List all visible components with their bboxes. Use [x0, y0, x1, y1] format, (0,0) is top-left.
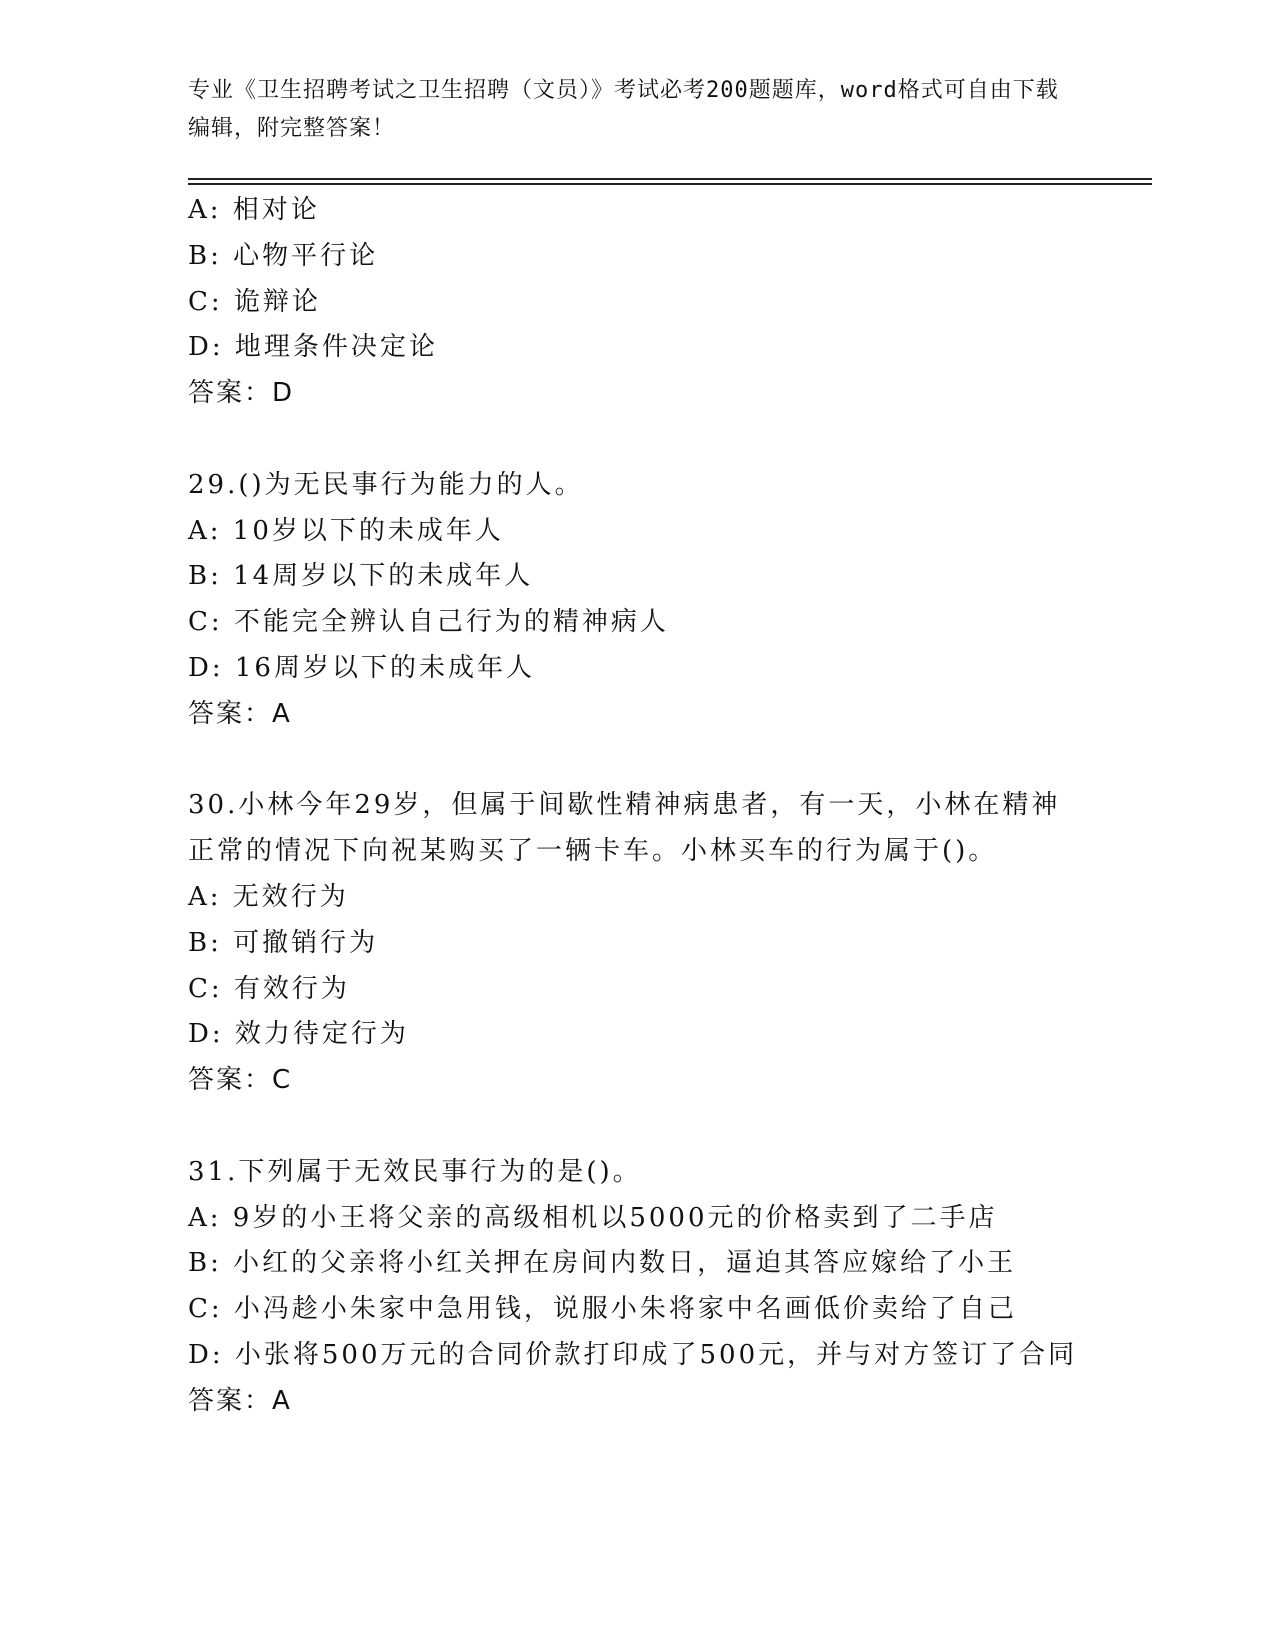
question-stem-line-2: 正常的情况下向祝某购买了一辆卡车。小林买车的行为属于()。: [188, 836, 998, 867]
question-block-29: [188, 463, 1138, 738]
document-header: 专业《卫生招聘考试之卫生招聘（文员）》考试必考200题题库，word格式可自由下载编辑，附完整答案！: [188, 78, 1059, 141]
option-b: B: 14周岁以下的未成年人: [188, 561, 534, 592]
question-block-28: [188, 188, 1138, 417]
question-stem-line-1: 30.小林今年29岁，但属于间歇性精神病患者，有一天，小林在精神: [188, 790, 1061, 821]
option-a: A: 无效行为: [188, 881, 349, 912]
option-d: D: 效力待定行为: [188, 1019, 409, 1050]
spacer: [188, 417, 1138, 463]
question-stem: 31.下列属于无效民事行为的是()。: [188, 1156, 642, 1187]
option-a: A: 10岁以下的未成年人: [188, 515, 504, 546]
option-b: B: 小红的父亲将小红关押在房间内数日，逼迫其答应嫁给了小王: [188, 1248, 1017, 1279]
answer-label: 答案：C: [188, 1065, 293, 1096]
question-stem: 29.()为无民事行为能力的人。: [188, 469, 584, 500]
answer-label: 答案：A: [188, 1385, 292, 1416]
option-b: B: 可撤销行为: [188, 927, 379, 958]
question-block-31: [188, 1150, 1138, 1425]
option-c: C: 诡辩论: [188, 286, 321, 317]
option-c: C: 小冯趁小朱家中急用钱，说服小朱将家中名画低价卖给了自己: [188, 1294, 1017, 1325]
option-d: D: 地理条件决定论: [188, 332, 438, 363]
option-a: A: 相对论: [188, 195, 320, 225]
question-block-30: [188, 783, 1138, 1104]
option-b: B: 心物平行论: [188, 240, 379, 271]
spacer: [188, 1104, 1138, 1150]
question-list: [188, 188, 1138, 1425]
answer-label: 答案：D: [188, 378, 295, 409]
option-d: D: 小张将500万元的合同价款打印成了500元，并与对方签订了合同: [188, 1339, 1078, 1370]
answer-label: 答案：A: [188, 698, 292, 729]
header-divider-bottom: [188, 183, 1152, 185]
option-a: A: 9岁的小王将父亲的高级相机以5000元的价格卖到了二手店: [188, 1202, 998, 1233]
option-c: C: 不能完全辨认自己行为的精神病人: [188, 607, 669, 638]
spacer: [188, 738, 1138, 784]
header-divider-top: [188, 178, 1152, 180]
option-d: D: 16周岁以下的未成年人: [188, 652, 535, 683]
option-c: C: 有效行为: [188, 973, 350, 1004]
